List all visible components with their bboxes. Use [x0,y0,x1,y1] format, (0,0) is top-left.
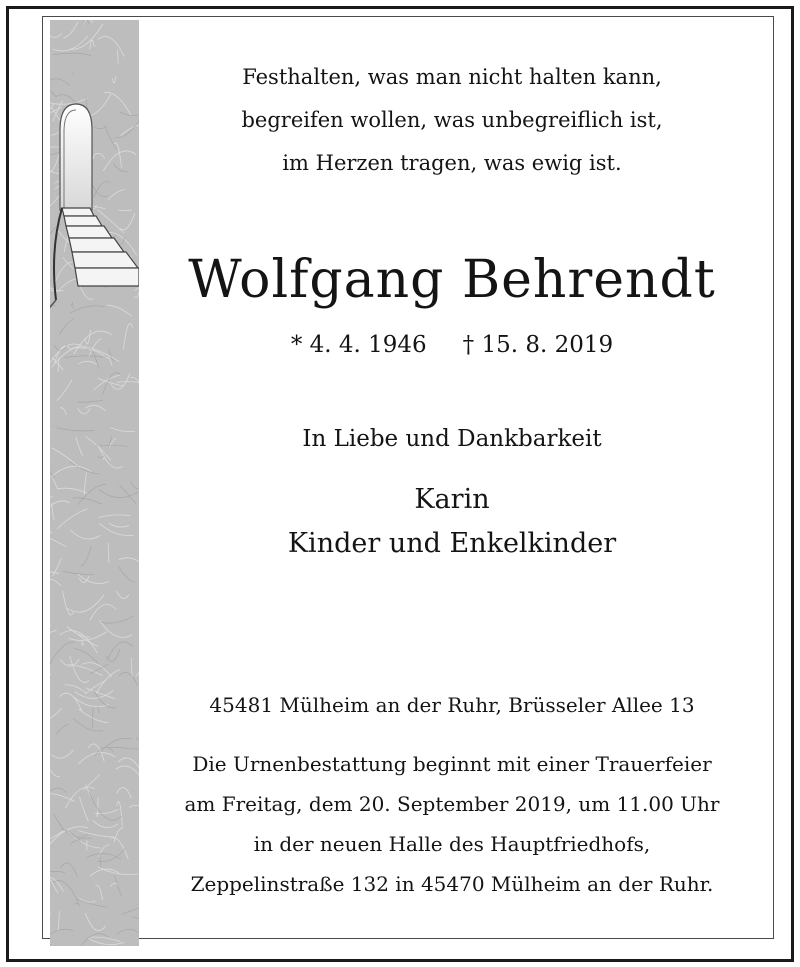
verse [145,56,759,185]
mourners-list [145,478,759,566]
verse-line: im Herzen tragen, was ewig ist. [282,151,622,175]
verse-line: begreifen wollen, was unbegreiflich ist, [241,108,663,132]
mourners-intro: In Liebe und Dankbarkeit [302,426,602,452]
staircase-illustration-icon [50,20,139,946]
deceased-name: Wolfgang Behrendt [188,250,716,310]
family-address: 45481 Mülheim an der Ruhr, Brüsseler Allee 13 [209,693,695,717]
death-date: † 15. 8. 2019 [462,332,614,358]
birth-date: * 4. 4. 1946 [290,332,427,358]
verse-line: Festhalten, was man nicht halten kann, [242,65,662,89]
mourner-line: Karin [414,484,490,515]
life-dates [145,328,759,362]
service-line: in der neuen Halle des Hauptfriedhofs, [253,832,651,856]
mourner-line: Kinder und Enkelkinder [287,528,617,559]
decorative-strip [50,20,139,946]
service-line: am Freitag, dem 20. September 2019, um 11.00 Uhr [184,792,720,816]
service-info [145,744,759,904]
service-line: Die Urnenbestattung beginnt mit einer Trauerfeier [192,752,712,776]
service-line: Zeppelinstraße 132 in 45470 Mülheim an der Ruhr. [190,872,714,896]
